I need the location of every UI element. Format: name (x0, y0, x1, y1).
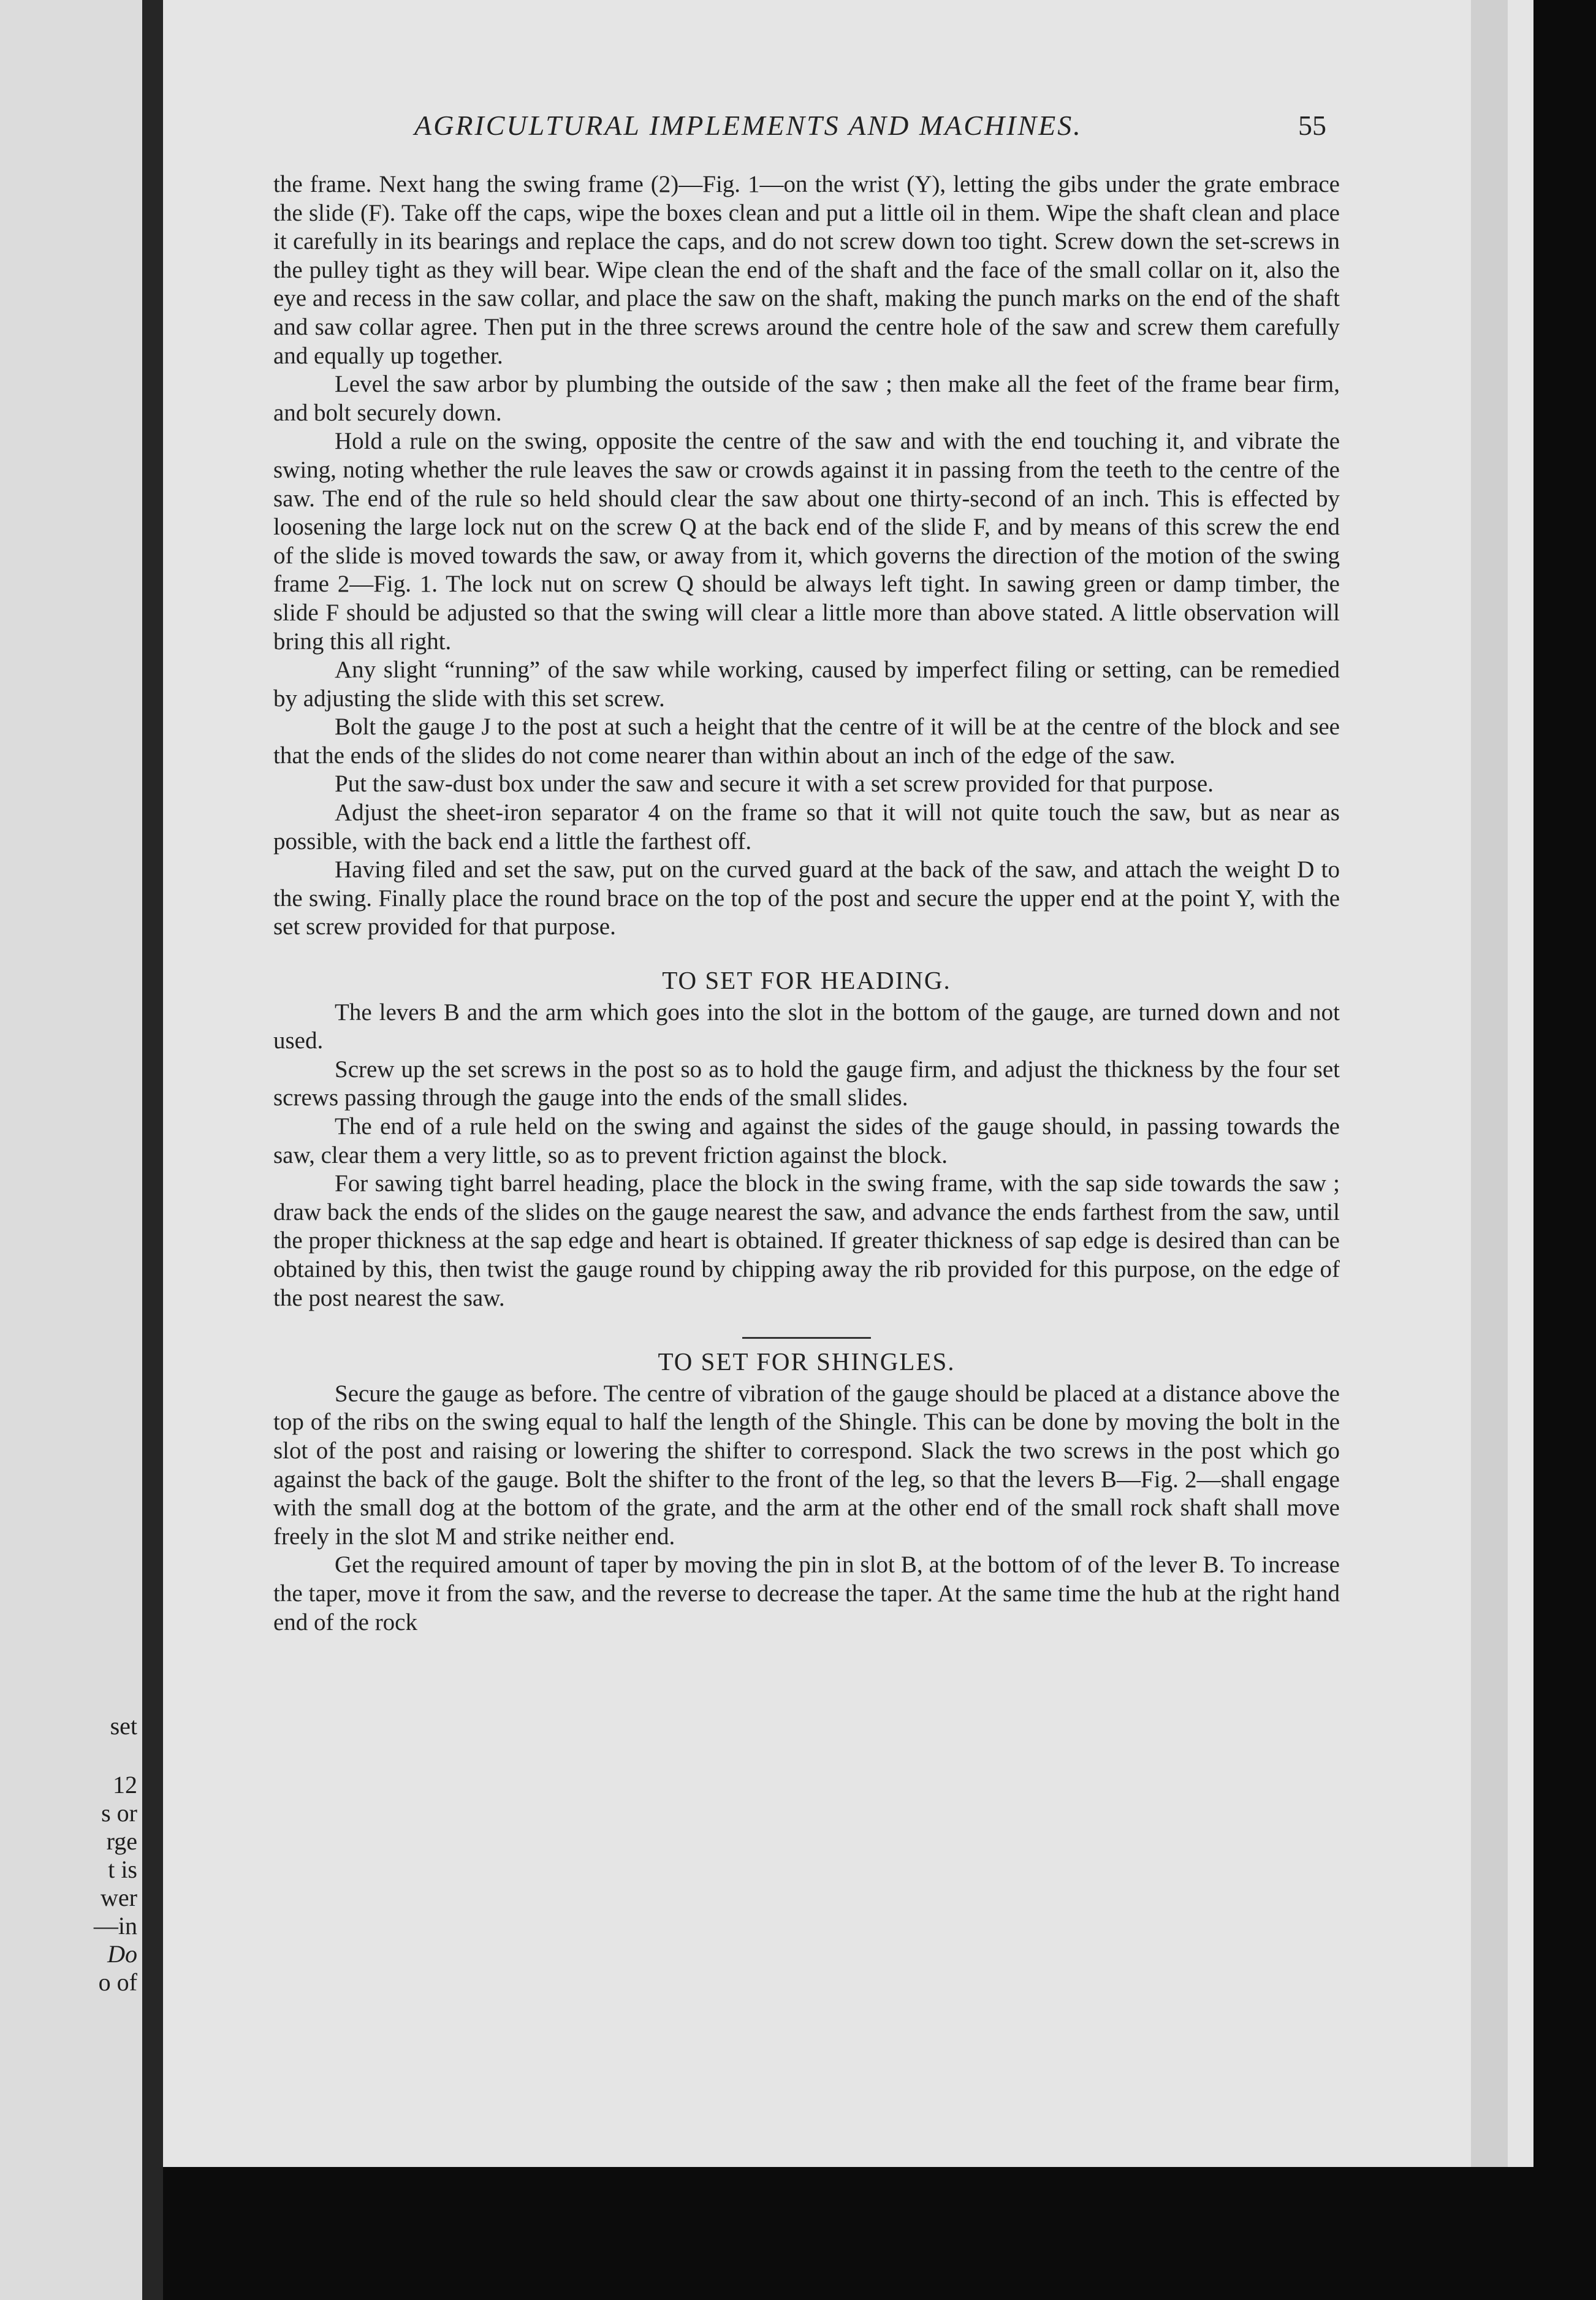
page-edge-strip (1471, 0, 1508, 2300)
left-page-fragment: Do (107, 1940, 137, 1968)
running-title: AGRICULTURAL IMPLEMENTS AND MACHINES. (414, 110, 1082, 141)
scan-border-right (1533, 0, 1596, 2300)
paragraph: Secure the gauge as before. The centre of vibration of the gauge should be placed at a distance above the top of the ribs on the swing equal to half the length of the Shingle. This can be done by moving the bolt in the slot of the post and raising or lowering the shifter to correspond. Slack the two screws in the post which go against the back of the gauge. Bolt the shifter to the front of the leg, so that the levers B—Fig. 2—shall engage with the small dog at the bottom of the grate, and the arm at the other end of the small rock shaft shall move freely in the slot M and strike neither end. (273, 1380, 1340, 1550)
paragraph: Hold a rule on the swing, opposite the centre of the saw and with the end touching it, and vibrate the swing, noting whether the rule leaves the saw or crowds against it in passing from the teeth to the centre of the saw. The end of the rule so held should clear the saw about one thirty-second of an inch. This is effected by loosening the large lock nut on the screw Q at the back end of the slide F, and by means of this screw the end of the slide is moved towards the saw, or away from it, which governs the direction of the motion of the swing frame 2—Fig. 1. The lock nut on screw Q should be always left tight. In sawing green or damp timber, the slide F should be adjusted so that the swing will clear a little more than above stated. A little observation will bring this all right. (273, 428, 1340, 655)
paragraph: Any slight “running” of the saw while working, caused by imperfect filing or setting, can be remedied by adjusting the slide with this set screw. (273, 657, 1340, 712)
left-page-margin (0, 0, 142, 2300)
section-heading-shingles: TO SET FOR SHINGLES. (658, 1347, 956, 1376)
paragraph: Screw up the set screws in the post so as to hold the gauge firm, and adjust the thickness by the four set screws passing through the gauge into the ends of the small slides. (273, 1056, 1340, 1111)
paragraph: Bolt the gauge J to the post at such a height that the centre of it will be at the centre of the block and see that the ends of the slides do not come nearer than within about an inch of the edge of the saw. (273, 714, 1340, 769)
left-page-fragment: —in (93, 1912, 137, 1940)
scan-border-bottom (163, 2167, 1533, 2300)
paragraph: Put the saw-dust box under the saw and secure it with a set screw provided for that purpose. (335, 771, 1214, 798)
left-page-fragment: o of (98, 1968, 137, 1996)
paragraph: The end of a rule held on the swing and against the sides of the gauge should, in passing towards the saw, clear them a very little, so as to prevent friction against the block. (273, 1113, 1340, 1168)
left-page-fragment: 12 (113, 1771, 137, 1799)
book-gutter (142, 0, 163, 2300)
left-page-fragment: set (110, 1712, 137, 1740)
left-page-fragment: s or (101, 1799, 137, 1827)
page-number: 55 (1298, 110, 1326, 141)
left-page-fragment: rge (106, 1827, 137, 1855)
paragraph: Having filed and set the saw, put on the curved guard at the back of the saw, and attach the weight D to the swing. Finally place the round brace on the top of the post and secure the upper end at the point Y, with the set screw provided for that purpose. (273, 856, 1340, 940)
paragraph: For sawing tight barrel heading, place the block in the swing frame, with the sap side towards the saw ; draw back the ends of the slides on the gauge nearest the saw, and advance the ends farthest from the saw, until the proper thickness at the sap edge and heart is obtained. If greater thickness of sap edge is desired than can be obtained by this, then twist the gauge round by chipping away the rib provided for this purpose, on the edge of the post nearest the saw. (273, 1170, 1340, 1311)
body-text (273, 170, 1340, 1637)
left-page-fragment: t is (108, 1856, 137, 1883)
section-divider (742, 1337, 871, 1339)
section-heading-heading: TO SET FOR HEADING. (662, 966, 951, 995)
paragraph: Level the saw arbor by plumbing the outside of the saw ; then make all the feet of the frame bear firm, and bolt securely down. (273, 371, 1340, 426)
paragraph: the frame. Next hang the swing frame (2)—Fig. 1—on the wrist (Y), letting the gibs under the grate embrace the slide (F). Take off the caps, wipe the boxes clean and put a little oil in them. Wipe the shaft clean and place it carefully in its bearings and replace the caps, and do not screw down too tight. Screw down the set-screws in the pulley tight as they will bear. Wipe clean the end of the shaft and the face of the small collar on it, also the eye and recess in the saw collar, and place the saw on the shaft, making the punch marks on the end of the shaft and saw collar agree. Then put in the three screws around the centre hole of the saw and screw them carefully and equally up together. (273, 171, 1340, 369)
paragraph: Adjust the sheet-iron separator 4 on the frame so that it will not quite touch the saw, but as near as possible, with the back end a little the farthest off. (273, 799, 1340, 855)
left-page-fragment: wer (101, 1884, 137, 1911)
paragraph: The levers B and the arm which goes into the slot in the bottom of the gauge, are turned down and not used. (273, 999, 1340, 1054)
paragraph: Get the required amount of taper by moving the pin in slot B, at the bottom of of the lever B. To increase the taper, move it from the saw, and the reverse to decrease the taper. At the same time the hub at the right hand end of the rock (273, 1552, 1340, 1636)
